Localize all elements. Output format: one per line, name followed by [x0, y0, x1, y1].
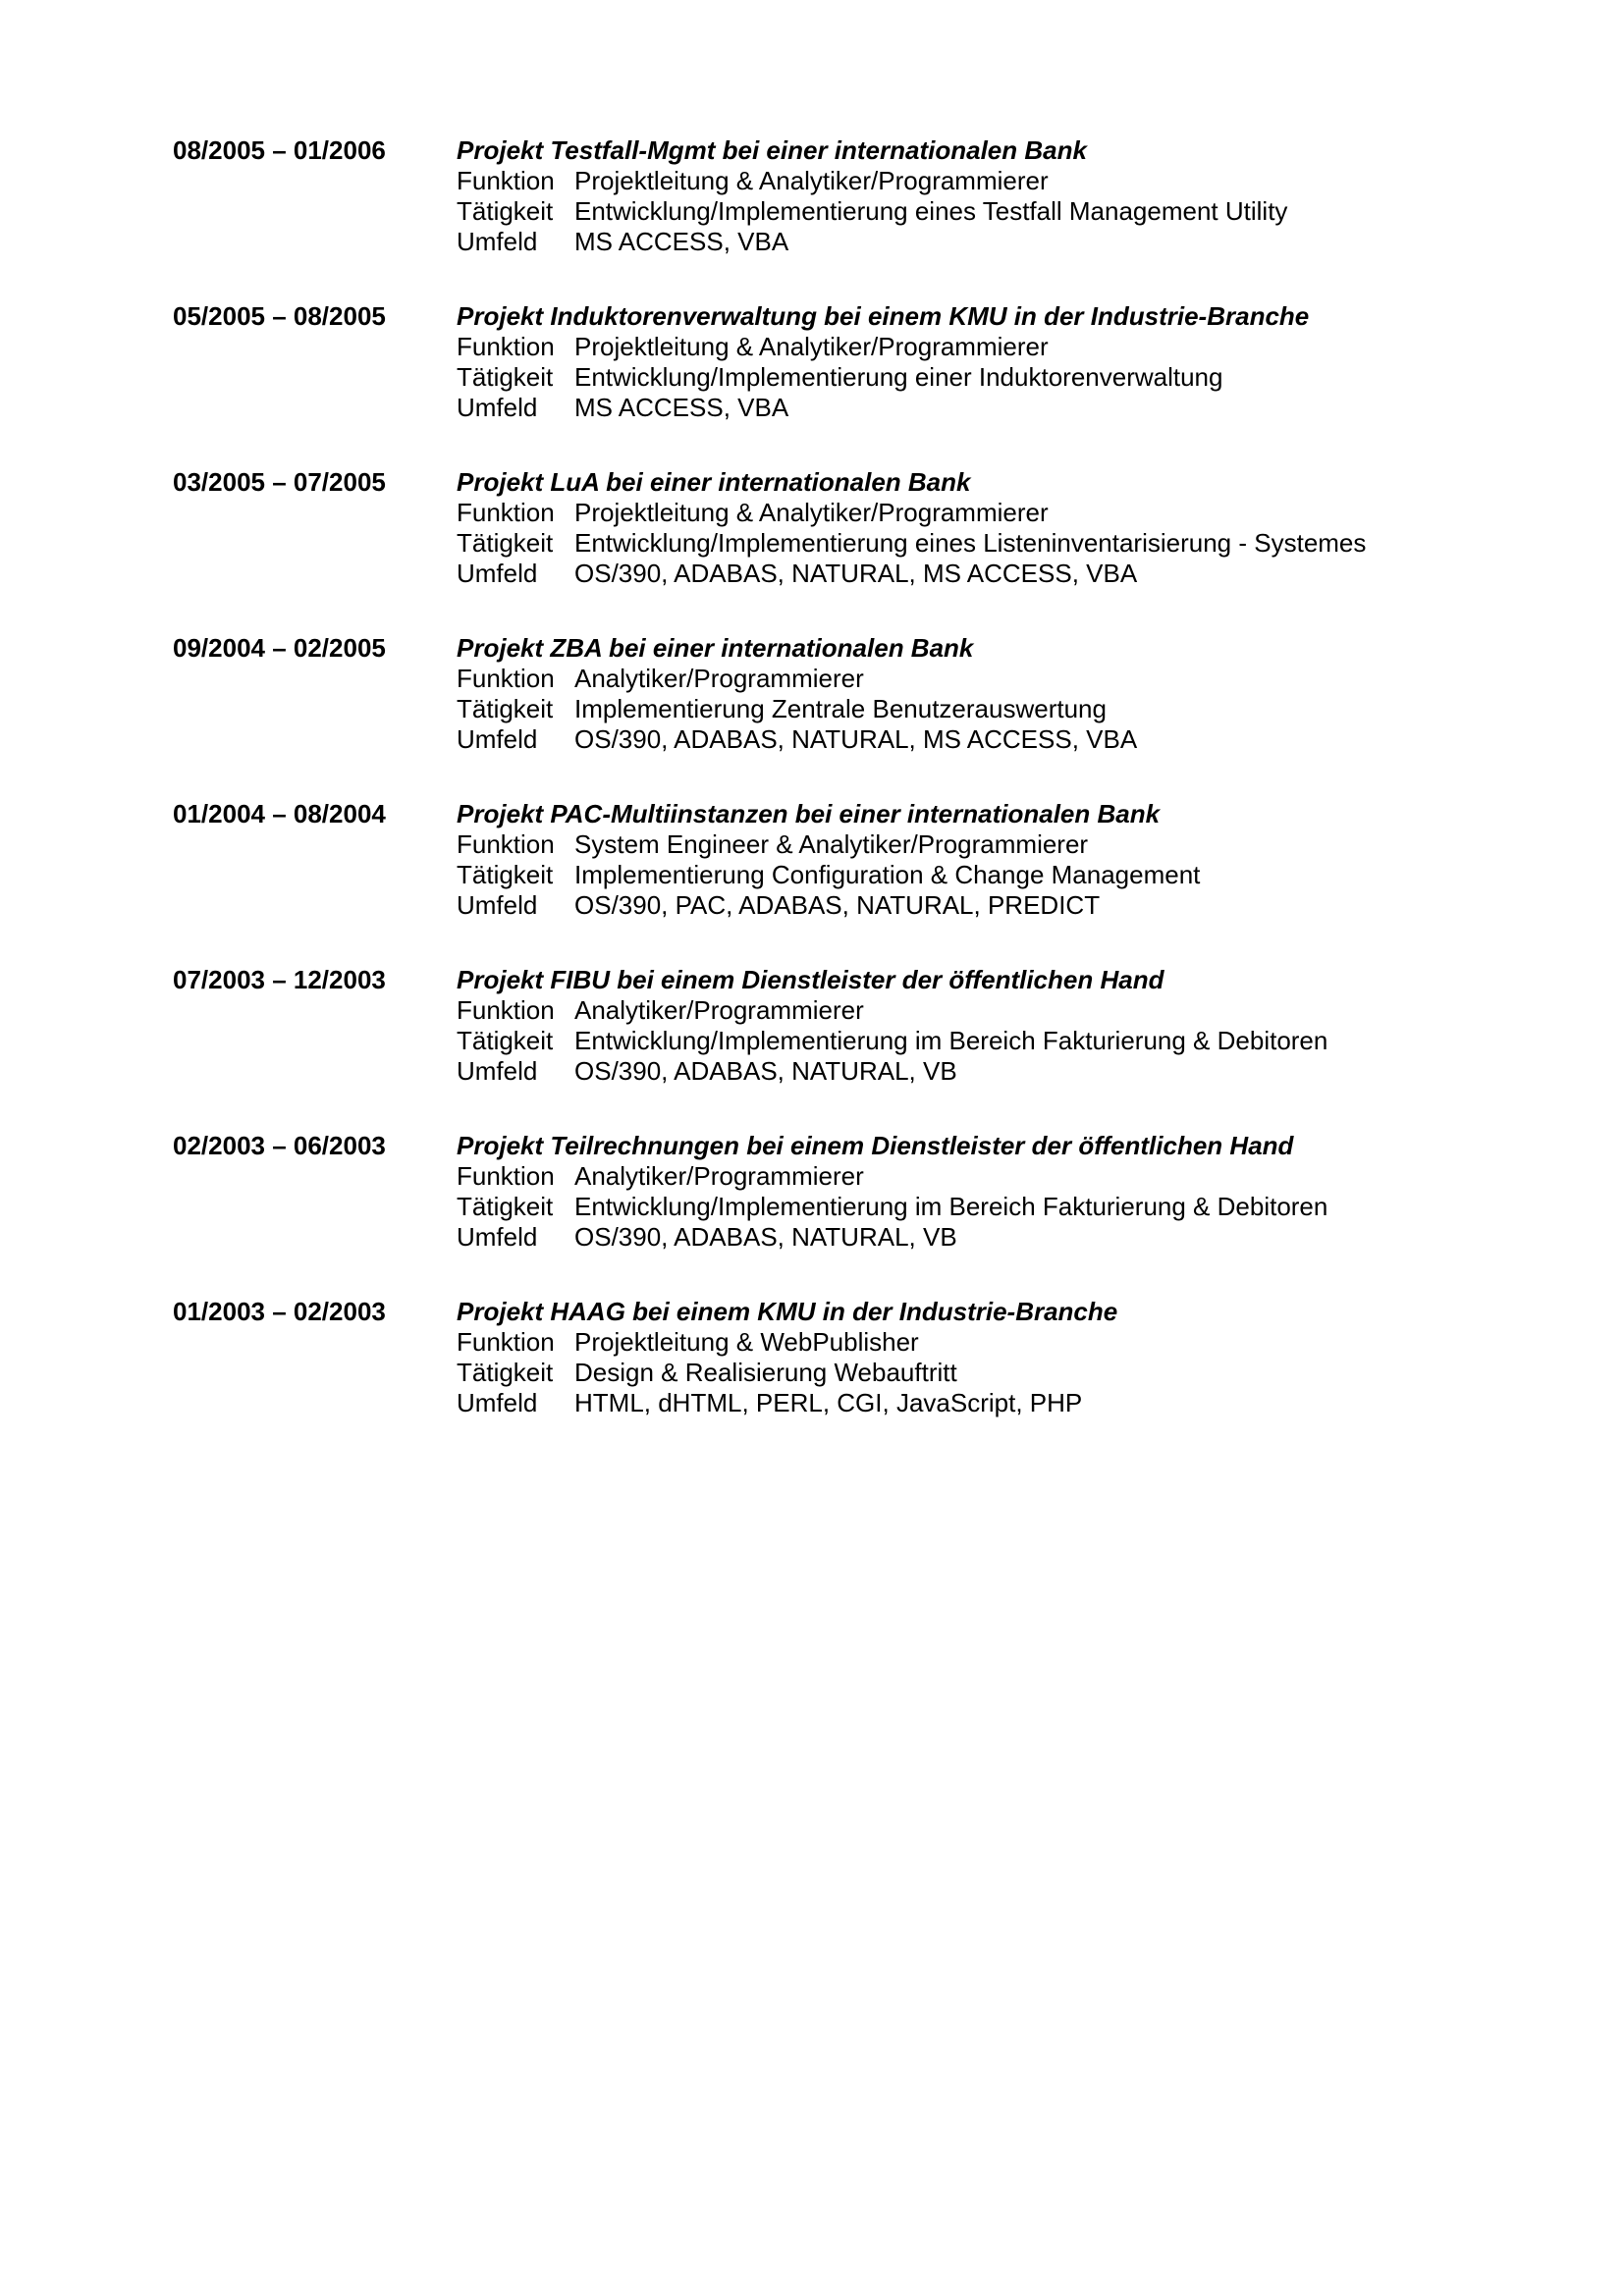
- umfeld-row: [457, 559, 1565, 589]
- taetigkeit-value: Entwicklung/Implementierung im Bereich Fakturierung & Debitoren: [574, 1026, 1328, 1055]
- taetigkeit-label: Tätigkeit: [457, 1026, 554, 1055]
- taetigkeit-row: [457, 362, 1565, 393]
- project-title: Projekt FIBU bei einem Dienstleister der öffentlichen Hand: [457, 965, 1164, 994]
- project-title: Projekt ZBA bei einer internationalen Bank: [457, 633, 974, 663]
- project-entry: [173, 1131, 1565, 1253]
- funktion-row: [457, 332, 1565, 362]
- funktion-label: Funktion: [457, 995, 555, 1025]
- project-title: Projekt PAC-Multiinstanzen bei einer internationalen Bank: [457, 799, 1161, 828]
- umfeld-label: Umfeld: [457, 227, 538, 256]
- project-details: [457, 467, 1565, 589]
- funktion-value: Projektleitung & Analytiker/Programmierer: [574, 166, 1049, 195]
- project-entry: [173, 135, 1565, 257]
- project-period: 09/2004 – 02/2005: [173, 633, 386, 663]
- taetigkeit-row: [457, 1358, 1565, 1388]
- taetigkeit-label: Tätigkeit: [457, 694, 554, 723]
- project-title: Projekt HAAG bei einem KMU in der Industrie-Branche: [457, 1297, 1118, 1326]
- project-title: Projekt Induktorenverwaltung bei einem KMU in der Industrie-Branche: [457, 301, 1310, 331]
- taetigkeit-label: Tätigkeit: [457, 196, 554, 226]
- project-title: Projekt Testfall-Mgmt bei einer internationalen Bank: [457, 135, 1087, 165]
- umfeld-row: [457, 724, 1565, 755]
- taetigkeit-row: [457, 196, 1565, 227]
- project-period: 03/2005 – 07/2005: [173, 467, 386, 497]
- funktion-value: Analytiker/Programmierer: [574, 995, 864, 1025]
- taetigkeit-label: Tätigkeit: [457, 1358, 554, 1387]
- funktion-value: Projektleitung & Analytiker/Programmierer: [574, 498, 1049, 527]
- umfeld-value: HTML, dHTML, PERL, CGI, JavaScript, PHP: [574, 1388, 1083, 1417]
- project-entry: [173, 467, 1565, 589]
- umfeld-row: [457, 1222, 1565, 1253]
- taetigkeit-value: Entwicklung/Implementierung eines Testfall Management Utility: [574, 196, 1288, 226]
- funktion-row: [457, 1161, 1565, 1192]
- project-title: Projekt LuA bei einer internationalen Bank: [457, 467, 971, 497]
- umfeld-label: Umfeld: [457, 1388, 538, 1417]
- umfeld-value: OS/390, ADABAS, NATURAL, VB: [574, 1222, 957, 1252]
- taetigkeit-row: [457, 860, 1565, 890]
- project-period: 01/2004 – 08/2004: [173, 799, 386, 828]
- project-details: [457, 965, 1565, 1087]
- funktion-value: Analytiker/Programmierer: [574, 1161, 864, 1191]
- umfeld-row: [457, 227, 1565, 257]
- taetigkeit-value: Implementierung Zentrale Benutzerauswertung: [574, 694, 1107, 723]
- umfeld-label: Umfeld: [457, 1056, 538, 1086]
- umfeld-row: [457, 1056, 1565, 1087]
- project-details: [457, 1297, 1565, 1418]
- project-entry: [173, 799, 1565, 921]
- funktion-label: Funktion: [457, 1327, 555, 1357]
- taetigkeit-value: Entwicklung/Implementierung einer Induktorenverwaltung: [574, 362, 1223, 392]
- umfeld-row: [457, 890, 1565, 921]
- umfeld-value: MS ACCESS, VBA: [574, 393, 789, 422]
- taetigkeit-value: Implementierung Configuration & Change Management: [574, 860, 1201, 889]
- project-details: [457, 135, 1565, 257]
- taetigkeit-row: [457, 1192, 1565, 1222]
- project-entry: [173, 965, 1565, 1087]
- project-entry: [173, 1297, 1565, 1418]
- project-period: 05/2005 – 08/2005: [173, 301, 386, 331]
- umfeld-label: Umfeld: [457, 393, 538, 422]
- funktion-label: Funktion: [457, 1161, 555, 1191]
- taetigkeit-row: [457, 694, 1565, 724]
- umfeld-value: MS ACCESS, VBA: [574, 227, 789, 256]
- funktion-label: Funktion: [457, 829, 555, 859]
- funktion-row: [457, 995, 1565, 1026]
- umfeld-value: OS/390, ADABAS, NATURAL, VB: [574, 1056, 957, 1086]
- umfeld-value: OS/390, ADABAS, NATURAL, MS ACCESS, VBA: [574, 724, 1138, 754]
- funktion-row: [457, 498, 1565, 528]
- funktion-value: Analytiker/Programmierer: [574, 664, 864, 693]
- project-details: [457, 1131, 1565, 1253]
- taetigkeit-value: Design & Realisierung Webauftritt: [574, 1358, 957, 1387]
- funktion-label: Funktion: [457, 664, 555, 693]
- taetigkeit-row: [457, 528, 1565, 559]
- umfeld-row: [457, 1388, 1565, 1418]
- funktion-row: [457, 664, 1565, 694]
- project-details: [457, 633, 1565, 755]
- project-period: 02/2003 – 06/2003: [173, 1131, 386, 1160]
- project-period: 07/2003 – 12/2003: [173, 965, 386, 994]
- taetigkeit-label: Tätigkeit: [457, 528, 554, 558]
- taetigkeit-label: Tätigkeit: [457, 860, 554, 889]
- project-period: 08/2005 – 01/2006: [173, 135, 386, 165]
- taetigkeit-value: Entwicklung/Implementierung eines Listeninventarisierung - Systemes: [574, 528, 1367, 558]
- funktion-label: Funktion: [457, 498, 555, 527]
- funktion-value: Projektleitung & Analytiker/Programmierer: [574, 332, 1049, 361]
- funktion-row: [457, 829, 1565, 860]
- umfeld-value: OS/390, PAC, ADABAS, NATURAL, PREDICT: [574, 890, 1101, 920]
- taetigkeit-label: Tätigkeit: [457, 1192, 554, 1221]
- project-details: [457, 301, 1565, 423]
- funktion-row: [457, 1327, 1565, 1358]
- project-details: [457, 799, 1565, 921]
- funktion-value: System Engineer & Analytiker/Programmierer: [574, 829, 1089, 859]
- umfeld-value: OS/390, ADABAS, NATURAL, MS ACCESS, VBA: [574, 559, 1138, 588]
- taetigkeit-value: Entwicklung/Implementierung im Bereich Fakturierung & Debitoren: [574, 1192, 1328, 1221]
- umfeld-label: Umfeld: [457, 559, 538, 588]
- project-entry: [173, 633, 1565, 755]
- taetigkeit-label: Tätigkeit: [457, 362, 554, 392]
- taetigkeit-row: [457, 1026, 1565, 1056]
- funktion-label: Funktion: [457, 332, 555, 361]
- funktion-label: Funktion: [457, 166, 555, 195]
- project-title: Projekt Teilrechnungen bei einem Dienstleister der öffentlichen Hand: [457, 1131, 1294, 1160]
- umfeld-label: Umfeld: [457, 1222, 538, 1252]
- funktion-value: Projektleitung & WebPublisher: [574, 1327, 919, 1357]
- umfeld-row: [457, 393, 1565, 423]
- funktion-row: [457, 166, 1565, 196]
- umfeld-label: Umfeld: [457, 724, 538, 754]
- project-entry: [173, 301, 1565, 423]
- project-period: 01/2003 – 02/2003: [173, 1297, 386, 1326]
- project-entry-list: [173, 135, 1565, 1418]
- umfeld-label: Umfeld: [457, 890, 538, 920]
